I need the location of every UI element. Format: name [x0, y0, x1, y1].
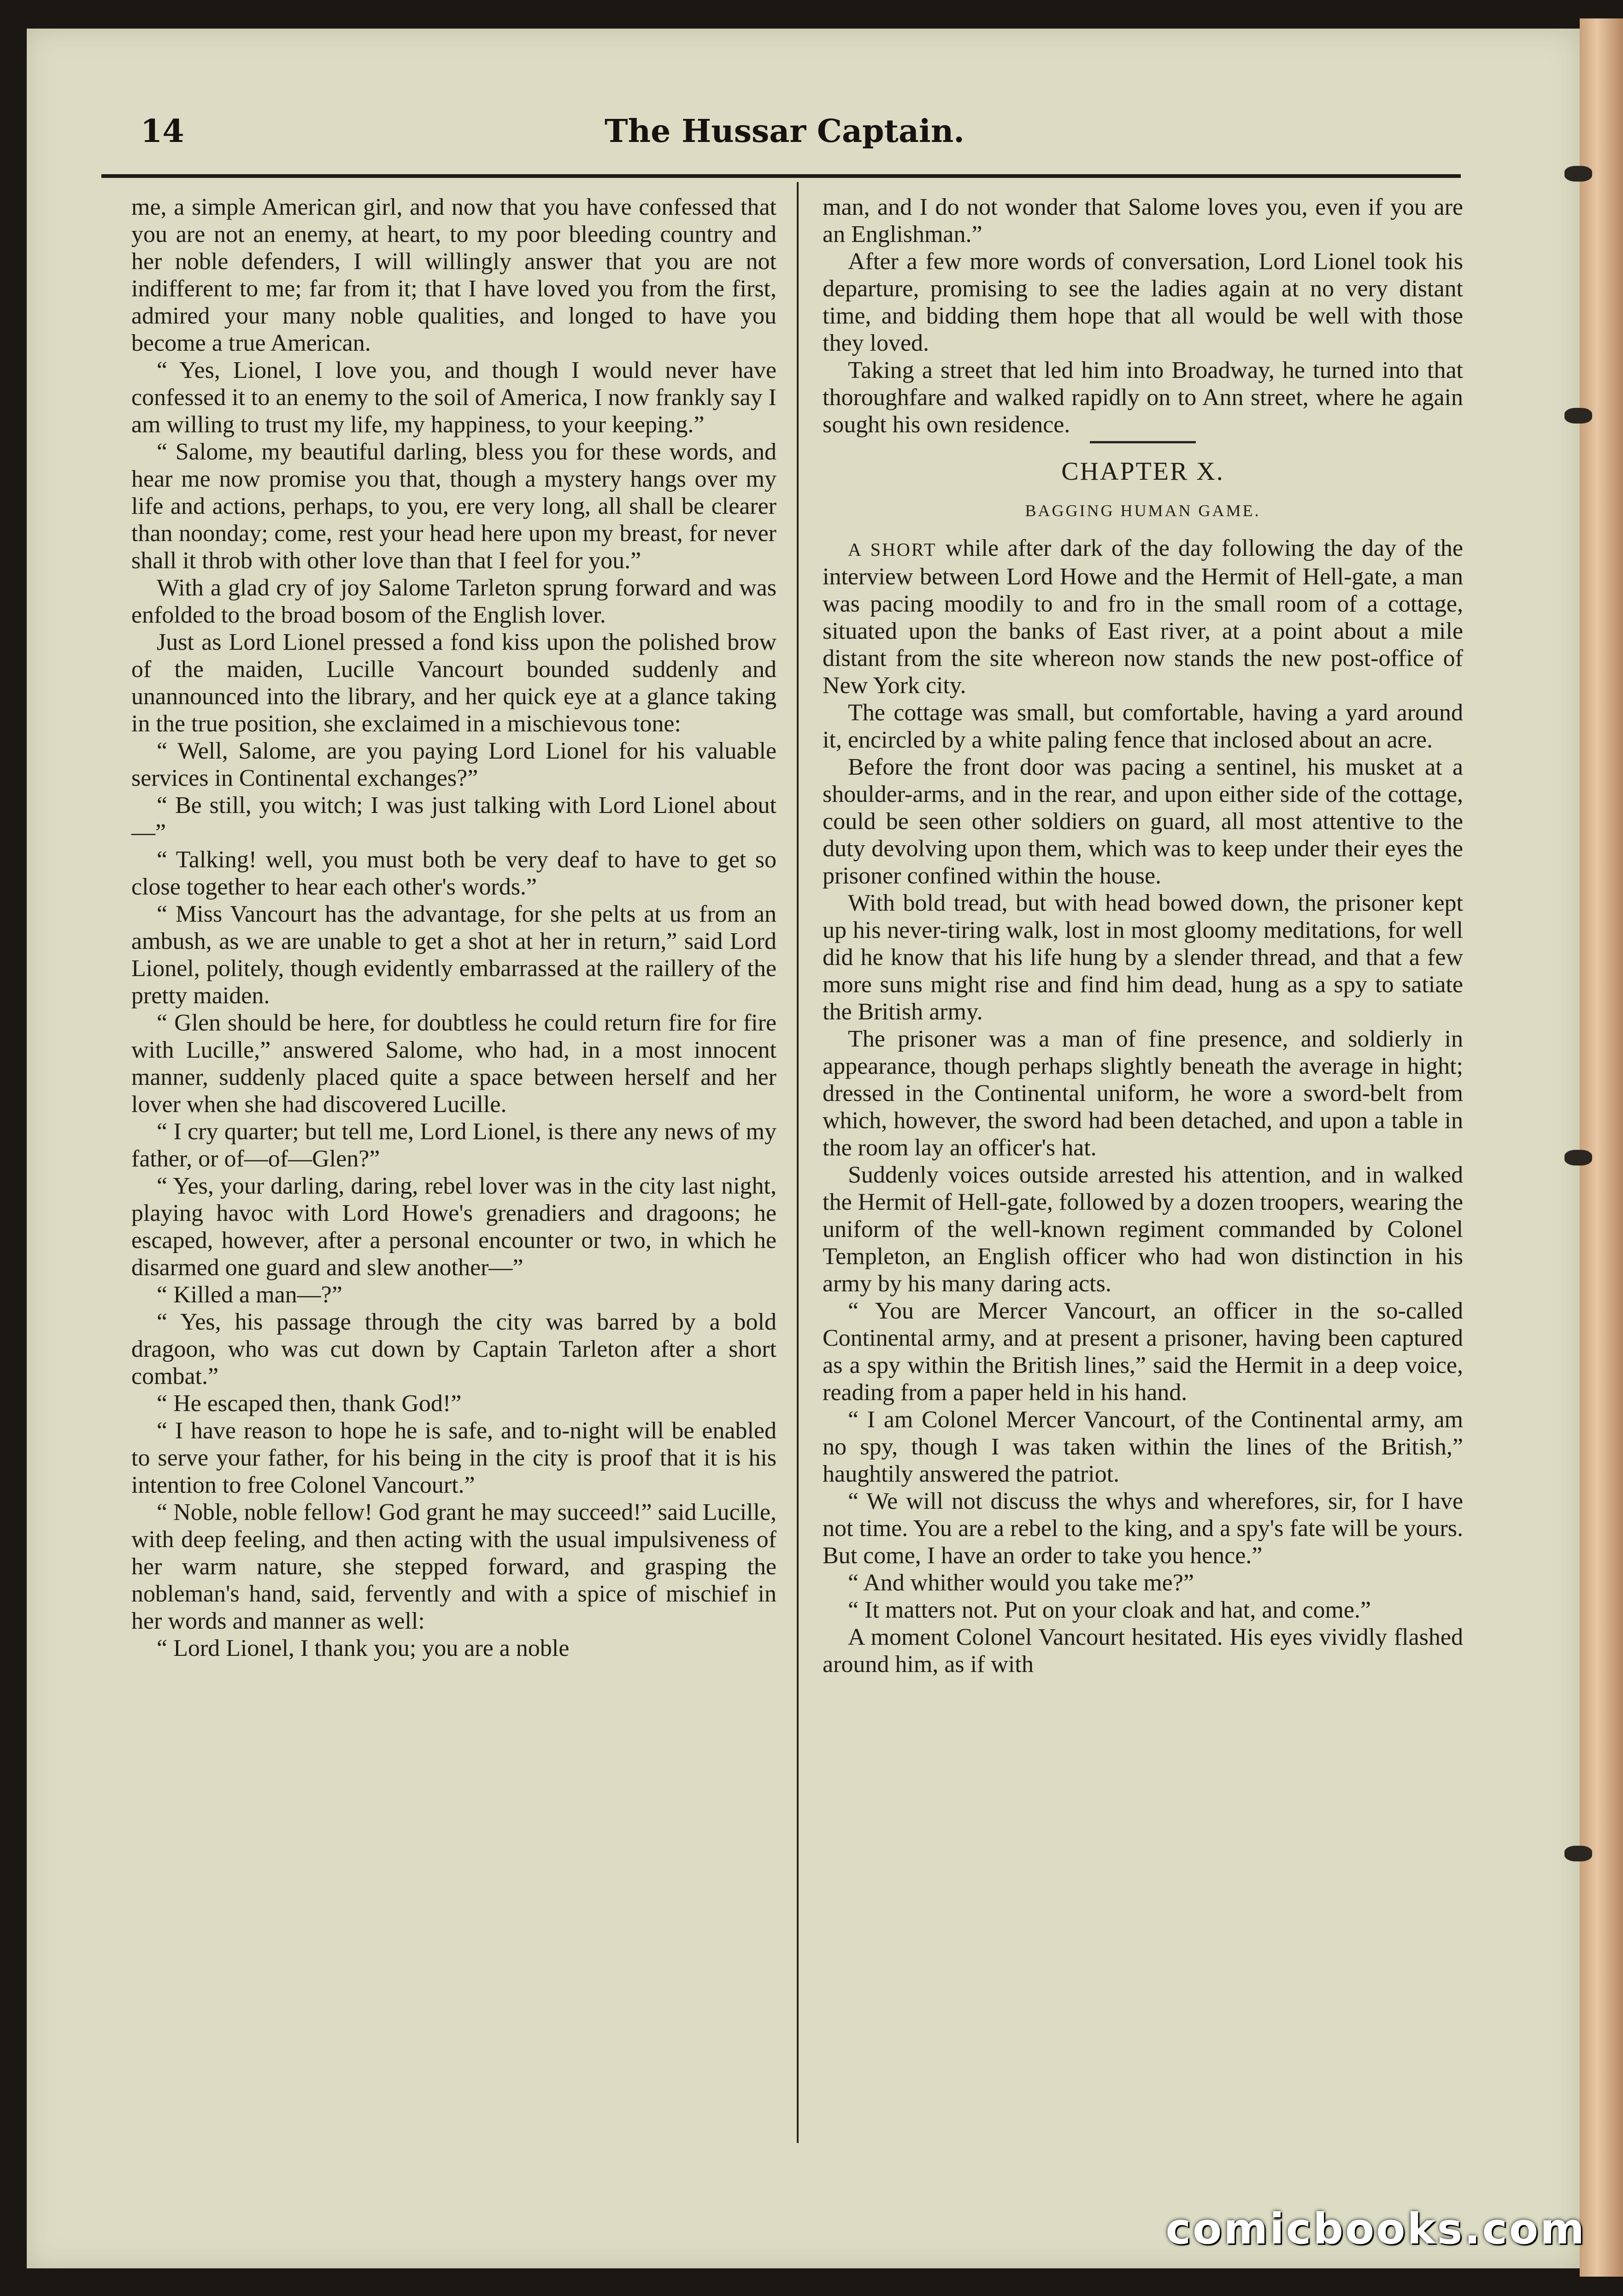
right-column-after-chapter [823, 699, 1463, 1678]
paragraph: “ You are Mercer Vancourt, an officer in the so-called Continental army, and at present a prisoner, having been captured as a spy within the British lines,” said the Hermit in a deep voice, reading from a paper held in his hand. [823, 1298, 1463, 1406]
paragraph: “ Yes, his passage through the city was barred by a bold dragoon, who was cut down by Captain Tarleton after a short combat.” [131, 1309, 776, 1389]
paragraph: “ Yes, Lionel, I love you, and though I would never have confessed it to an enemy to the soil of America, I now frankly say I am willing to trust my life, my happiness, to your keeping.” [131, 357, 776, 438]
paragraph: “ He escaped then, thank God!” [157, 1390, 462, 1417]
right-text-column [823, 194, 1463, 2157]
paragraph: Before the front door was pacing a sentinel, his musket at a shoulder-arms, and in the rear, and upon either side of the cottage, could be seen other soldiers on guard, all most attentive to the duty devolving upon them, which was to keep under their eyes the prisoner confined within the house. [823, 754, 1463, 889]
section-divider-rule [1090, 441, 1196, 443]
paragraph: “ Glen should be here, for doubtless he could return fire for fire with Lucille,” answered Salome, who had, in a most innocent manner, suddenly placed quite a space between herself and her lover when she had discovered Lucille. [131, 1010, 776, 1118]
paragraph: “ I am Colonel Mercer Vancourt, of the Continental army, am no spy, though I was taken within the lines of the British,” haughtily answered the patriot. [823, 1407, 1463, 1487]
binding-staple-mark [1564, 166, 1592, 182]
paragraph: “ And whither would you take me?” [848, 1570, 1194, 1596]
page-number: 14 [141, 113, 184, 150]
paragraph: “ Be still, you witch; I was just talking with Lord Lionel about—” [131, 792, 776, 846]
opening-smallcaps: A SHORT [848, 539, 937, 560]
chapter-subtitle: BAGGING HUMAN GAME. [1025, 501, 1261, 520]
watermark: comicbooks.com [1165, 2204, 1586, 2254]
binding-staple-mark [1564, 408, 1592, 424]
paragraph: “ Well, Salome, are you paying Lord Lionel for his valuable services in Continental exchanges?” [131, 738, 776, 791]
paragraph: man, and I do not wonder that Salome loves you, even if you are an Englishman.” [823, 194, 1463, 247]
paragraph: Taking a street that led him into Broadway, he turned into that thoroughfare and walked rapidly on to Ann street, where he again sought his own residence. [823, 357, 1463, 438]
paragraph: Suddenly voices outside arrested his attention, and in walked the Hermit of Hell-gate, followed by a dozen troopers, wearing the uniform of the well-known regiment commanded by Colonel Templeton, an English officer who had won distinction in his army by his many daring acts. [823, 1162, 1463, 1297]
binding-staple-mark [1564, 1846, 1592, 1861]
paragraph: “ Salome, my beautiful darling, bless you for these words, and hear me now promise you that, though a mystery hangs over my life and actions, perhaps, to you, ere very long, all shall be clearer than noonday; come, rest your head here upon my breast, for never shall it throb with other love than that I feel for you.” [131, 439, 776, 574]
paragraph: A moment Colonel Vancourt hesitated. His eyes vividly flashed around him, as if with [823, 1624, 1463, 1678]
chapter-title: CHAPTER X. [1061, 457, 1224, 486]
page-title: The Hussar Captain. [605, 113, 964, 150]
paragraph: The prisoner was a man of fine presence, and soldierly in appearance, though perhaps slightly beneath the average in hight; dressed in the Continental uniform, he wore a sword-belt from which, however, the sword had been detached, and upon a table in the room lay an officer's hat. [823, 1026, 1463, 1161]
header-rule [101, 174, 1461, 178]
paragraph: After a few more words of conversation, Lord Lionel took his departure, promising to see the ladies again at no very distant time, and bidding them hope that all would be well with those they loved. [823, 248, 1463, 356]
opening-text: while after dark of the day following the day of the interview between Lord Howe and the Hermit of Hell-gate, a man was pacing moodily to and fro in the small room of a cottage, situated upon the banks of East river, at a point about a mile distant from the site whereon now stands the new post-office of New York city. [823, 535, 1463, 699]
paragraph: “ It matters not. Put on your cloak and hat, and come.” [848, 1597, 1371, 1623]
paragraph: The cottage was small, but comfortable, having a yard around it, encircled by a white paling fence that inclosed about an acre. [823, 700, 1463, 753]
paragraph: “ Lord Lionel, I thank you; you are a noble [157, 1635, 570, 1661]
paragraph: “ Yes, your darling, daring, rebel lover was in the city last night, playing havoc with Lord Howe's grenadiers and dragoons; he escaped, however, after a personal encounter or two, in which he disarmed one guard and slew another—” [131, 1173, 776, 1281]
paragraph: “ Miss Vancourt has the advantage, for she pelts at us from an ambush, as we are unable to get a shot at her in return,” said Lord Lionel, politely, though evidently embarrassed at the raillery of the pretty maiden. [131, 901, 776, 1009]
paragraph: “ Talking! well, you must both be very deaf to have to get so close together to hear each other's words.” [131, 847, 776, 900]
right-column-before-chapter [823, 194, 1463, 438]
binding-staple-mark [1564, 1150, 1592, 1166]
paragraph: With bold tread, but with head bowed down, the prisoner kept up his never-tiring walk, lost in most gloomy meditations, for well did he know that his life hung by a slender thread, and that a few more suns might rise and find him dead, hung as a spy to satiate the British army. [823, 890, 1463, 1025]
column-divider [797, 182, 799, 2143]
left-text-column [131, 194, 776, 2157]
paragraph: “ Killed a man—?” [157, 1282, 342, 1308]
paragraph: “ I cry quarter; but tell me, Lord Lionel, is there any news of my father, or of—of—Glen?” [131, 1119, 776, 1172]
chapter-opening-paragraph [823, 535, 1463, 699]
page-header [113, 88, 1456, 166]
paragraph: With a glad cry of joy Salome Tarleton sprung forward and was enfolded to the broad bosom of the English lover. [131, 575, 776, 628]
page-spine-edge [1580, 18, 1623, 2277]
paragraph: me, a simple American girl, and now that you have confessed that you are not an enemy, at heart, to my poor bleeding country and her noble defenders, I will willingly answer that you are not indifferent to me; far from it; that I have loved you from the first, admired your many noble qualities, and longed to have you become a true American. [131, 194, 776, 356]
paragraph: “ Noble, noble fellow! God grant he may succeed!” said Lucille, with deep feeling, and then acting with the usual impulsiveness of her warm nature, she stepped forward, and grasping the nobleman's hand, said, fervently and with a spice of mischief in her words and manner as well: [131, 1499, 776, 1634]
paragraph: Just as Lord Lionel pressed a fond kiss upon the polished brow of the maiden, Lucille Vancourt bounded suddenly and unannounced into the library, and her quick eye at a glance taking in the true position, she exclaimed in a mischievous tone: [131, 629, 776, 737]
paragraph: “ We will not discuss the whys and wherefores, sir, for I have not time. You are a rebel to the king, and a spy's fate will be yours. But come, I have an order to take you hence.” [823, 1488, 1463, 1569]
paragraph: “ I have reason to hope he is safe, and to-night will be enabled to serve your father, for his being in the city is proof that it is his intention to free Colonel Vancourt.” [131, 1418, 776, 1498]
